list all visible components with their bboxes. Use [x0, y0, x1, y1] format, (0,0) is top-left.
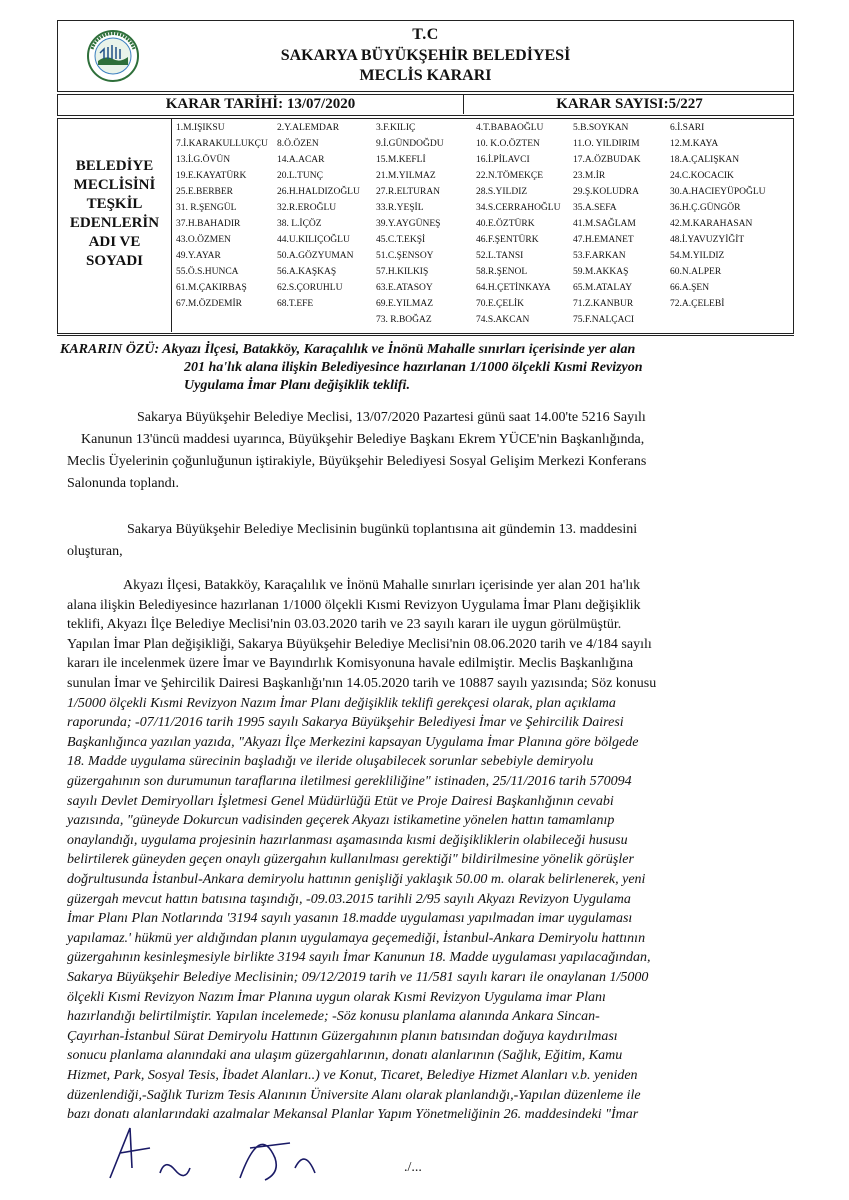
council-member-name: 16.İ.PİLAVCI — [476, 155, 530, 165]
summary-line: Uygulama İmar Planı değişiklik teklifi. — [184, 378, 410, 393]
paragraph-line: Başkanlığınca yazılan yazıda, "Akyazı İlçe Merkezini kapsayan Uygulama İmar Planına göre bölgede — [67, 734, 639, 750]
council-member-name: 32.R.EROĞLU — [277, 203, 337, 213]
council-member-name: 35.A.SEFA — [573, 203, 617, 213]
decision-date: KARAR TARİHİ: 13/07/2020 — [58, 95, 464, 114]
council-member-name: 37.H.BAHADIR — [176, 219, 241, 229]
decision-info-bar — [57, 94, 794, 116]
council-member-name: 12.M.KAYA — [670, 139, 719, 149]
council-member-name: 70.E.ÇELİK — [476, 299, 525, 309]
paragraph-line: Sakarya Büyükşehir Belediye Meclisinin bugünkü toplantısına ait gündemin 13. maddesini — [127, 522, 638, 537]
council-member-name: 59.M.AKKAŞ — [573, 267, 629, 277]
signature-scribble-icon — [90, 1118, 350, 1190]
council-member-name: 18.A.ÇALIŞKAN — [670, 155, 740, 165]
paragraph-line: Yapılan İmar Plan değişikliği, Sakarya Büyükşehir Belediye Meclisi'nin 08.06.2020 tarih ve 4/184 sayılı — [67, 636, 652, 652]
council-member-name: 28.S.YILDIZ — [476, 187, 528, 197]
header-tc: T.C — [412, 26, 439, 43]
council-member-name: 74.S.AKCAN — [476, 315, 530, 325]
members-grid — [176, 123, 791, 333]
members-label — [58, 119, 172, 332]
council-member-name: 29.Ş.KOLUDRA — [573, 187, 639, 197]
paragraph-line: sayılı Devlet Demiryolları İşletmesi Genel Müdürlüğü Etüt ve Proje Dairesi Başkanlığının cevabi — [67, 793, 614, 809]
paragraph-line: Sakarya Büyükşehir Belediye Meclisinin; 09/12/2019 tarih ve 11/581 sayılı kararı ile onaylanan 1/5000 — [67, 970, 649, 985]
council-member-name: 48.İ.YAVUZYİĞİT — [670, 235, 745, 245]
paragraph-line: oluşturan, — [67, 544, 123, 559]
paragraph-line: İmar Planı Plan Notlarında '3194 sayılı yasanın 18.madde uygulaması yapılmadan imar uygulaması — [67, 911, 633, 927]
council-member-name: 71.Z.KANBUR — [573, 299, 634, 309]
council-member-name: 31. R.ŞENGÜL — [176, 203, 237, 213]
members-label-line: EDENLERİN — [69, 215, 160, 231]
council-member-name: 60.N.ALPER — [670, 267, 722, 277]
council-member-name: 58.R.ŞENOL — [476, 267, 528, 277]
council-member-name: 20.L.TUNÇ — [277, 171, 323, 181]
council-member-name: 6.İ.SARI — [670, 123, 705, 133]
council-member-name: 15.M.KEFLİ — [376, 155, 426, 165]
decision-summary — [57, 335, 794, 402]
council-member-name: 66.A.ŞEN — [670, 283, 710, 293]
paragraph-line: ölçekli Kısmi Revizyon Nazım İmar Planına uygun olarak Kısmi Revizyon Uygulama imar Planı — [67, 989, 606, 1005]
council-member-name: 5.B.SOYKAN — [573, 123, 629, 133]
council-member-name: 22.N.TÖMEKÇE — [476, 171, 544, 181]
council-member-name: 41.M.SAĞLAM — [573, 219, 636, 229]
council-member-name: 10. K.O.ÖZTEN — [476, 139, 540, 149]
council-member-name: 1.M.IŞIKSU — [176, 123, 225, 133]
paragraph-line: teklifi, Akyazı İlçe Belediye Meclisi'nin 03.03.2020 tarih ve 23 sayılı kararı ile uygun görülmüştür. — [67, 617, 622, 633]
council-member-name: 34.S.CERRAHOĞLU — [476, 203, 561, 213]
paragraph-line: Akyazı İlçesi, Batakköy, Karaçalılık ve İnönü Mahalle sınırları içerisinde yer alan 201 ha'lık — [123, 578, 641, 593]
continuation-mark: ./... — [404, 1160, 422, 1175]
council-member-name: 72.A.ÇELEBİ — [670, 299, 725, 309]
paragraph-line: 1/5000 ölçekli Kısmi Revizyon Nazım İmar Planı değişiklik teklifi gerekçesi olarak, plan açıklama — [67, 695, 616, 711]
council-member-name: 64.H.ÇETİNKAYA — [476, 283, 551, 293]
council-member-name: 51.C.ŞENSOY — [376, 251, 434, 261]
council-member-name: 39.Y.AYGÜNEŞ — [376, 219, 441, 229]
council-member-name: 50.A.GÖZYUMAN — [277, 251, 354, 261]
council-member-name: 25.E.BERBER — [176, 187, 234, 197]
paragraph-line: raporunda; -07/11/2016 tarih 1995 sayılı Sakarya Büyükşehir Belediyesi İmar ve Şehircilik Dairesi — [67, 715, 624, 731]
council-member-name: 7.İ.KARAKULLUKÇU — [176, 139, 268, 149]
paragraph-meeting — [57, 410, 794, 490]
council-member-name: 11.O. YILDIRIM — [573, 139, 640, 149]
council-member-name: 14.A.ACAR — [277, 155, 325, 165]
council-member-name: 67.M.ÖZDEMİR — [176, 299, 242, 309]
paragraph-line: Hizmet, Park, Sosyal Tesis, İbadet Alanları..) ve Konut, Ticaret, Belediye Hizmet Alanları v.b. yeniden — [67, 1068, 638, 1083]
council-member-name: 26.H.HALDIZOĞLU — [277, 187, 360, 197]
council-members-table — [57, 118, 794, 334]
council-member-name: 13.İ.G.ÖVÜN — [176, 155, 231, 165]
council-member-name: 17.A.ÖZBUDAK — [573, 155, 641, 165]
council-member-name: 40.E.ÖZTÜRK — [476, 219, 535, 229]
council-member-name: 24.C.KOCACIK — [670, 171, 734, 181]
paragraph-line: sonucu planlama alanındaki ana ulaşım güzergahlarının, donatı alanlarının (Sağlık, Eğitim, Kamu — [67, 1048, 623, 1064]
paragraph-line: hazırlandığı belirtilmiştir. Yapılan incelemede; -Söz konusu planlama alanında Ankara Sincan- — [67, 1009, 600, 1025]
paragraph-line: kararı ile incelenmek üzere İmar ve Bayındırlık Komisyonuna havale edilmiştir. Meclis Başkanlığına — [67, 656, 634, 672]
paragraph-line: Salonunda toplandı. — [67, 476, 179, 491]
council-member-name: 46.F.ŞENTÜRK — [476, 235, 539, 245]
council-member-name: 42.M.KARAHASAN — [670, 219, 753, 229]
council-member-name: 68.T.EFE — [277, 299, 314, 309]
paragraph-line: 18. Madde uygulama sürecinin başladığı ve ileride oluşabilecek sorunlar sebebiyle demiryolu — [67, 754, 594, 770]
paragraph-line: düzenlendiği,-Sağlık Turizm Tesis Alanının Üniversite Alanı olarak planlandığı,-Yapılan düzenleme ile — [67, 1087, 641, 1103]
council-member-name: 75.F.NALÇACI — [573, 315, 634, 325]
paragraph-line: Sakarya Büyükşehir Belediye Meclisi, 13/07/2020 Pazartesi günü saat 14.00'te 5216 Sayılı — [137, 410, 646, 425]
paragraph-line: alana ilişkin Belediyesince hazırlanan 1/1000 ölçekli Kısmi Revizyon Uygulama İmar Planı değişiklik — [67, 597, 641, 613]
summary-line: 201 ha'lık alana ilişkin Belediyesince hazırlanan 1/1000 ölçekli Kısmi Revizyon — [184, 360, 643, 375]
decision-number: KARAR SAYISI:5/227 — [556, 96, 703, 112]
council-member-name: 38. L.İÇÖZ — [277, 219, 322, 229]
paragraph-line: onaylandığı, uygulama projesinin hazırlanması aşamasında kısmi değişikliklerin olabileceği hususu — [67, 832, 628, 848]
paragraph-line: sunulan İmar ve Şehircilik Dairesi Başkanlığı'nın 14.05.2020 tarih ve 10887 sayılı yazısında; Söz konusu — [67, 676, 657, 691]
paragraph-main — [57, 578, 794, 1138]
paragraph-line: güzergahının son durumunun taraflarına iletilmesi gerekliliğine" istinaden, 25/11/2016 tarih 570094 — [67, 774, 632, 789]
council-member-name: 65.M.ATALAY — [573, 283, 633, 293]
council-member-name: 73. R.BOĞAZ — [376, 315, 432, 325]
council-member-name: 52.L.TANSI — [476, 251, 524, 261]
paragraph-line: yapılamaz.' hükmü yer aldığından planın uygulamaya geçemediği, İstanbul-Ankara Demiryolu hattının — [67, 930, 646, 946]
council-member-name: 27.R.ELTURAN — [376, 187, 441, 197]
council-member-name: 19.E.KAYATÜRK — [176, 171, 247, 181]
council-member-name: 53.F.ARKAN — [573, 251, 626, 261]
paragraph-line: Kanunun 13'üncü maddesi uyarınca, Büyükşehir Belediye Başkanı Ekrem YÜCE'nin Başkanlığında, — [81, 432, 645, 447]
paragraph-line: bazı donatı alanlarındaki azalmalar Mekansal Planlar Yapım Yönetmeliğinin 26. maddesindeki "İmar — [67, 1107, 639, 1123]
council-member-name: 47.H.EMANET — [573, 235, 634, 245]
council-member-name: 55.Ö.S.HUNCA — [176, 267, 239, 277]
members-label-line: SOYADI — [86, 253, 143, 269]
paragraph-line: Meclis Üyelerinin çoğunluğunun iştirakiyle, Büyükşehir Belediyesi Sosyal Gelişim Merkezi Konferans — [67, 454, 647, 469]
paragraph-line: belirtilerek güneyden geçen onaylı güzergahın kullanılması gerektiği" bildirilmesine yönelik görüşler — [67, 852, 634, 868]
council-member-name: 57.H.KILKIŞ — [376, 267, 429, 277]
council-member-name: 61.M.ÇAKIRBAŞ — [176, 283, 247, 293]
council-member-name: 62.S.ÇORUHLU — [277, 283, 343, 293]
council-member-name: 33.R.YEŞİL — [376, 203, 424, 213]
council-member-name: 2.Y.ALEMDAR — [277, 123, 340, 133]
paragraph-line: güzergahının kesinleşmesiyle birlikte 3194 sayılı İmar Kanunun 18. Madde uygulaması yapılacağından, — [67, 950, 651, 966]
council-member-name: 36.H.Ç.GÜNGÖR — [670, 203, 741, 213]
members-label-line: MECLİSİNİ — [73, 177, 156, 193]
council-member-name: 69.E.YILMAZ — [376, 299, 433, 309]
paragraph-line: doğrultusunda İstanbul-Ankara demiryolu hattının genişliği yaklaşık 50.00 m. olarak belirlenerek, yeni — [67, 872, 646, 887]
members-label-line: ADI VE — [88, 234, 141, 250]
council-member-name: 43.O.ÖZMEN — [176, 235, 231, 245]
council-member-name: 30.A.HACIEYÜPOĞLU — [670, 187, 766, 197]
members-label-line: TEŞKİL — [86, 196, 143, 212]
members-label-line: BELEDİYE — [75, 158, 154, 174]
council-member-name: 4.T.BABAOĞLU — [476, 123, 544, 133]
council-member-name: 8.Ö.ÖZEN — [277, 139, 319, 149]
paragraph-line: yazısında, "güneyde Dokurcun vadisinden geçerek Akyazı istikametine yönelen hattın tamamlanıp — [67, 813, 615, 829]
council-member-name: 21.M.YILMAZ — [376, 171, 436, 181]
header-institution: SAKARYA BÜYÜKŞEHİR BELEDİYESİ — [280, 47, 571, 64]
council-member-name: 56.A.KAŞKAŞ — [277, 267, 337, 277]
council-member-name: 63.E.ATASOY — [376, 283, 433, 293]
council-member-name: 23.M.İR — [573, 171, 606, 181]
council-member-name: 45.C.T.EKŞİ — [376, 235, 426, 245]
summary-line: KARARIN ÖZÜ: Akyazı İlçesi, Batakköy, Karaçalılık ve İnönü Mahalle sınırları içerisinde yer alan — [60, 342, 636, 357]
council-member-name: 44.U.KILIÇOĞLU — [277, 235, 350, 245]
council-member-name: 54.M.YILDIZ — [670, 251, 725, 261]
council-member-name: 9.İ.GÜNDOĞDU — [376, 139, 444, 149]
paragraph-line: Çayırhan-İstanbul Sürat Demiryolu Hattının Güzergahının planın batısından doğuya kaydırılması — [67, 1028, 618, 1044]
decision-header — [57, 20, 794, 92]
paragraph-line: güzergah mevcut hattın batısına taşındığı, -09.03.2015 tarihli 2/95 sayılı Akyazı Revizyon Uygulama — [67, 891, 631, 907]
council-member-name: 3.F.KILIÇ — [376, 123, 416, 133]
paragraph-agenda — [57, 522, 794, 562]
council-member-name: 49.Y.AYAR — [176, 251, 221, 261]
header-document-type: MECLİS KARARI — [359, 67, 492, 84]
